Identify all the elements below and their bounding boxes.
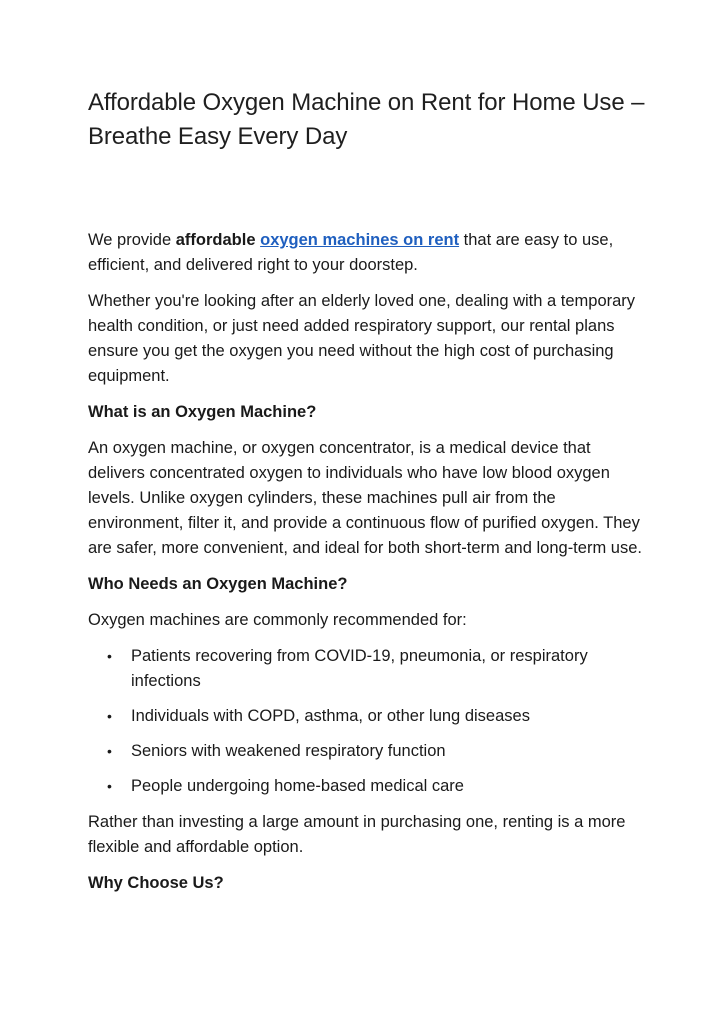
bullet-icon: • [107, 708, 112, 724]
intro-text-end: that are easy to use, efficient, and delivered right to your doorstep. [88, 231, 614, 274]
list-item-text: People undergoing home-based medical care [131, 777, 464, 795]
document-page [88, 86, 648, 907]
list-item-text: Individuals with COPD, asthma, or other lung diseases [131, 707, 530, 725]
heading-why-choose: Why Choose Us? [88, 874, 224, 892]
heading-what-is: What is an Oxygen Machine? [88, 403, 317, 421]
who-needs-list [88, 644, 648, 799]
intro-bold-word: affordable [175, 231, 256, 249]
intro-text-start: We provide [88, 231, 176, 249]
bullet-icon: • [107, 778, 112, 794]
oxygen-machines-rent-link[interactable]: oxygen machines on rent [260, 231, 460, 249]
list-item [88, 704, 648, 729]
paragraph-who-needs-intro: Oxygen machines are commonly recommended for: [88, 611, 467, 629]
list-item [88, 774, 648, 799]
bullet-icon: • [107, 743, 112, 759]
paragraph-renting: Rather than investing a large amount in purchasing one, renting is a more flexible and affordable option. [88, 813, 626, 856]
paragraph-whether: Whether you're looking after an elderly loved one, dealing with a temporary health condition, or just need added respiratory support, our rental plans ensure you get the oxygen you need without the high cost of purchasing equipment. [88, 292, 636, 385]
bullet-icon: • [107, 648, 112, 664]
list-item-text: Seniors with weakened respiratory function [131, 742, 446, 760]
page-title: Affordable Oxygen Machine on Rent for Home Use – Breathe Easy Every Day [88, 89, 645, 150]
list-item-text: Patients recovering from COVID-19, pneumonia, or respiratory infections [131, 647, 588, 690]
heading-who-needs: Who Needs an Oxygen Machine? [88, 575, 348, 593]
list-item [88, 739, 648, 764]
list-item [88, 644, 648, 694]
intro-paragraph [88, 228, 648, 278]
paragraph-what-is: An oxygen machine, or oxygen concentrator, is a medical device that delivers concentrated oxygen to individuals who have low blood oxygen levels. Unlike oxygen cylinders, these machines pull air from the environment, filter it, and provide a continuous flow of purified oxygen. They are safer, more convenient, and ideal for both short-term and long-term use. [88, 439, 642, 557]
